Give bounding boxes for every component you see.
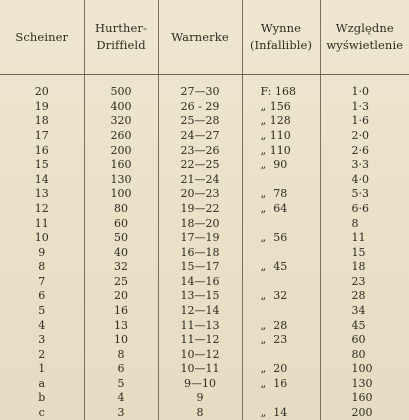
table-row — [0, 259, 409, 274]
hurther-driffield-cell: 10 — [84, 332, 158, 347]
wzgledne-cell: 34 — [320, 303, 409, 318]
warnerke-cell: 19—22 — [158, 201, 242, 216]
wynne-cell: „ 14 — [242, 405, 320, 420]
scheiner-cell: 1 — [38, 362, 46, 376]
warnerke-cell: 17—19 — [158, 230, 242, 245]
hurther-driffield-cell: 5 — [84, 376, 158, 391]
wynne-cell: „ 64 — [242, 201, 320, 216]
scheiner-cell: 3 — [38, 333, 46, 347]
table-row — [0, 318, 409, 333]
wynne-cell: „ 20 — [242, 362, 320, 377]
hurther-driffield-cell: 3 — [84, 405, 158, 420]
warnerke-cell: 18—20 — [158, 216, 242, 231]
wzgledne-cell: 2·6 — [320, 143, 409, 158]
wynne-cell: „ 78 — [242, 187, 320, 202]
scheiner-cell: 2 — [38, 347, 46, 361]
hurther-driffield-cell: 13 — [84, 318, 158, 333]
hurther-driffield-cell: 60 — [84, 216, 158, 231]
wynne-cell: „ 56 — [242, 230, 320, 245]
wynne-cell — [242, 274, 320, 289]
wzgledne-cell: 130 — [320, 376, 409, 391]
table-row — [0, 405, 409, 420]
wynne-cell: „ 110 — [242, 143, 320, 158]
scheiner-cell: 14 — [34, 172, 49, 186]
table-row — [0, 128, 409, 143]
hurther-driffield-cell: 4 — [84, 391, 158, 406]
warnerke-cell: 23—26 — [158, 143, 242, 158]
warnerke-cell: 10—11 — [158, 362, 242, 377]
scheiner-cell: 12 — [34, 201, 49, 215]
table-row — [0, 362, 409, 377]
wzgledne-cell: 1·6 — [320, 114, 409, 129]
warnerke-cell: 25—28 — [158, 114, 242, 129]
table-row — [0, 187, 409, 202]
header-scheiner: Scheiner — [0, 0, 84, 75]
wynne-cell — [242, 216, 320, 231]
hurther-driffield-cell: 50 — [84, 230, 158, 245]
hurther-driffield-cell: 200 — [84, 143, 158, 158]
table-row — [0, 201, 409, 216]
table-row — [0, 303, 409, 318]
warnerke-cell: 14—16 — [158, 274, 242, 289]
wzgledne-cell: 5·3 — [320, 187, 409, 202]
header-row — [0, 0, 409, 75]
wzgledne-cell: 4·0 — [320, 172, 409, 187]
hurther-driffield-cell: 40 — [84, 245, 158, 260]
wynne-cell: „ 110 — [242, 128, 320, 143]
warnerke-cell: 12—14 — [158, 303, 242, 318]
wynne-cell: F: 168 — [242, 75, 320, 100]
hurther-driffield-cell: 100 — [84, 187, 158, 202]
wzgledne-cell: 80 — [320, 347, 409, 362]
table-row — [0, 157, 409, 172]
scheiner-cell: 13 — [34, 187, 49, 201]
hurther-driffield-cell: 400 — [84, 99, 158, 114]
warnerke-cell: 11—12 — [158, 332, 242, 347]
wzgledne-cell: 60 — [320, 332, 409, 347]
wzgledne-cell: 200 — [320, 405, 409, 420]
wzgledne-cell: 15 — [320, 245, 409, 260]
wynne-cell — [242, 172, 320, 187]
wzgledne-cell: 6·6 — [320, 201, 409, 216]
warnerke-cell: 9 — [158, 391, 242, 406]
warnerke-cell: 27—30 — [158, 75, 242, 100]
table-body — [0, 75, 409, 420]
wzgledne-cell: 28 — [320, 289, 409, 304]
hurther-driffield-cell: 320 — [84, 114, 158, 129]
scheiner-cell: 11 — [34, 216, 49, 230]
wzgledne-cell: 160 — [320, 391, 409, 406]
hurther-driffield-cell: 260 — [84, 128, 158, 143]
scheiner-cell: 17 — [34, 129, 49, 143]
scheiner-cell: 16 — [34, 143, 49, 157]
scheiner-cell: 10 — [34, 231, 49, 245]
table-header — [0, 0, 409, 75]
scheiner-cell: 18 — [34, 114, 49, 128]
table-row — [0, 376, 409, 391]
header-warnerke: Warnerke — [158, 0, 242, 75]
header-wynne: Wynne (Infallible) — [242, 0, 320, 75]
table-row — [0, 391, 409, 406]
hurther-driffield-cell: 16 — [84, 303, 158, 318]
wzgledne-cell: 23 — [320, 274, 409, 289]
wynne-cell — [242, 245, 320, 260]
warnerke-cell: 22—25 — [158, 157, 242, 172]
hurther-driffield-cell: 160 — [84, 157, 158, 172]
wynne-cell: „ 23 — [242, 332, 320, 347]
scheiner-cell: 9 — [38, 245, 46, 259]
scheiner-cell: 4 — [38, 318, 46, 332]
wzgledne-cell: 11 — [320, 230, 409, 245]
header-wzgledne-wyswietlenie: Względne wyświetlenie — [320, 0, 409, 75]
warnerke-cell: 26 - 29 — [158, 99, 242, 114]
warnerke-cell: 16—18 — [158, 245, 242, 260]
table-row — [0, 289, 409, 304]
scheiner-cell: 20 — [34, 85, 49, 99]
table-row — [0, 99, 409, 114]
table-row — [0, 172, 409, 187]
table-row — [0, 75, 409, 100]
wynne-cell — [242, 347, 320, 362]
scheiner-cell: 15 — [34, 158, 49, 172]
wynne-cell: „ 128 — [242, 114, 320, 129]
warnerke-cell: 8 — [158, 405, 242, 420]
wzgledne-cell: 1·0 — [320, 75, 409, 100]
hurther-driffield-cell: 32 — [84, 259, 158, 274]
warnerke-cell: 21—24 — [158, 172, 242, 187]
hurther-driffield-cell: 130 — [84, 172, 158, 187]
wynne-cell: „ 16 — [242, 376, 320, 391]
table-row — [0, 230, 409, 245]
scheiner-cell: a — [38, 376, 46, 390]
scheiner-cell: 6 — [38, 289, 46, 303]
header-hurther-driffield: Hurther- Driffield — [84, 0, 158, 75]
wzgledne-cell: 1·3 — [320, 99, 409, 114]
scheiner-cell: 8 — [38, 260, 46, 274]
scheiner-cell: 5 — [38, 303, 46, 317]
hurther-driffield-cell: 500 — [84, 75, 158, 100]
scheiner-cell: 19 — [34, 99, 49, 113]
table-row — [0, 114, 409, 129]
wzgledne-cell: 100 — [320, 362, 409, 377]
warnerke-cell: 9—10 — [158, 376, 242, 391]
wzgledne-cell: 8 — [320, 216, 409, 231]
wynne-cell: „ 90 — [242, 157, 320, 172]
hurther-driffield-cell: 25 — [84, 274, 158, 289]
wynne-cell: „ 156 — [242, 99, 320, 114]
wynne-cell — [242, 391, 320, 406]
wzgledne-cell: 18 — [320, 259, 409, 274]
table-row — [0, 347, 409, 362]
scheiner-cell: c — [38, 406, 45, 420]
warnerke-cell: 20—23 — [158, 187, 242, 202]
warnerke-cell: 10—12 — [158, 347, 242, 362]
hurther-driffield-cell: 80 — [84, 201, 158, 216]
scheiner-cell: 7 — [38, 274, 46, 288]
scheiner-cell: b — [38, 391, 46, 405]
table-row — [0, 274, 409, 289]
warnerke-cell: 11—13 — [158, 318, 242, 333]
wzgledne-cell: 2·0 — [320, 128, 409, 143]
hurther-driffield-cell: 6 — [84, 362, 158, 377]
wynne-cell: „ 45 — [242, 259, 320, 274]
hurther-driffield-cell: 20 — [84, 289, 158, 304]
wzgledne-cell: 45 — [320, 318, 409, 333]
wynne-cell: „ 32 — [242, 289, 320, 304]
wynne-cell: „ 28 — [242, 318, 320, 333]
wzgledne-cell: 3·3 — [320, 157, 409, 172]
hurther-driffield-cell: 8 — [84, 347, 158, 362]
table-row — [0, 143, 409, 158]
warnerke-cell: 15—17 — [158, 259, 242, 274]
warnerke-cell: 13—15 — [158, 289, 242, 304]
wynne-cell — [242, 303, 320, 318]
table-row — [0, 245, 409, 260]
warnerke-cell: 24—27 — [158, 128, 242, 143]
table-row — [0, 332, 409, 347]
table-row — [0, 216, 409, 231]
